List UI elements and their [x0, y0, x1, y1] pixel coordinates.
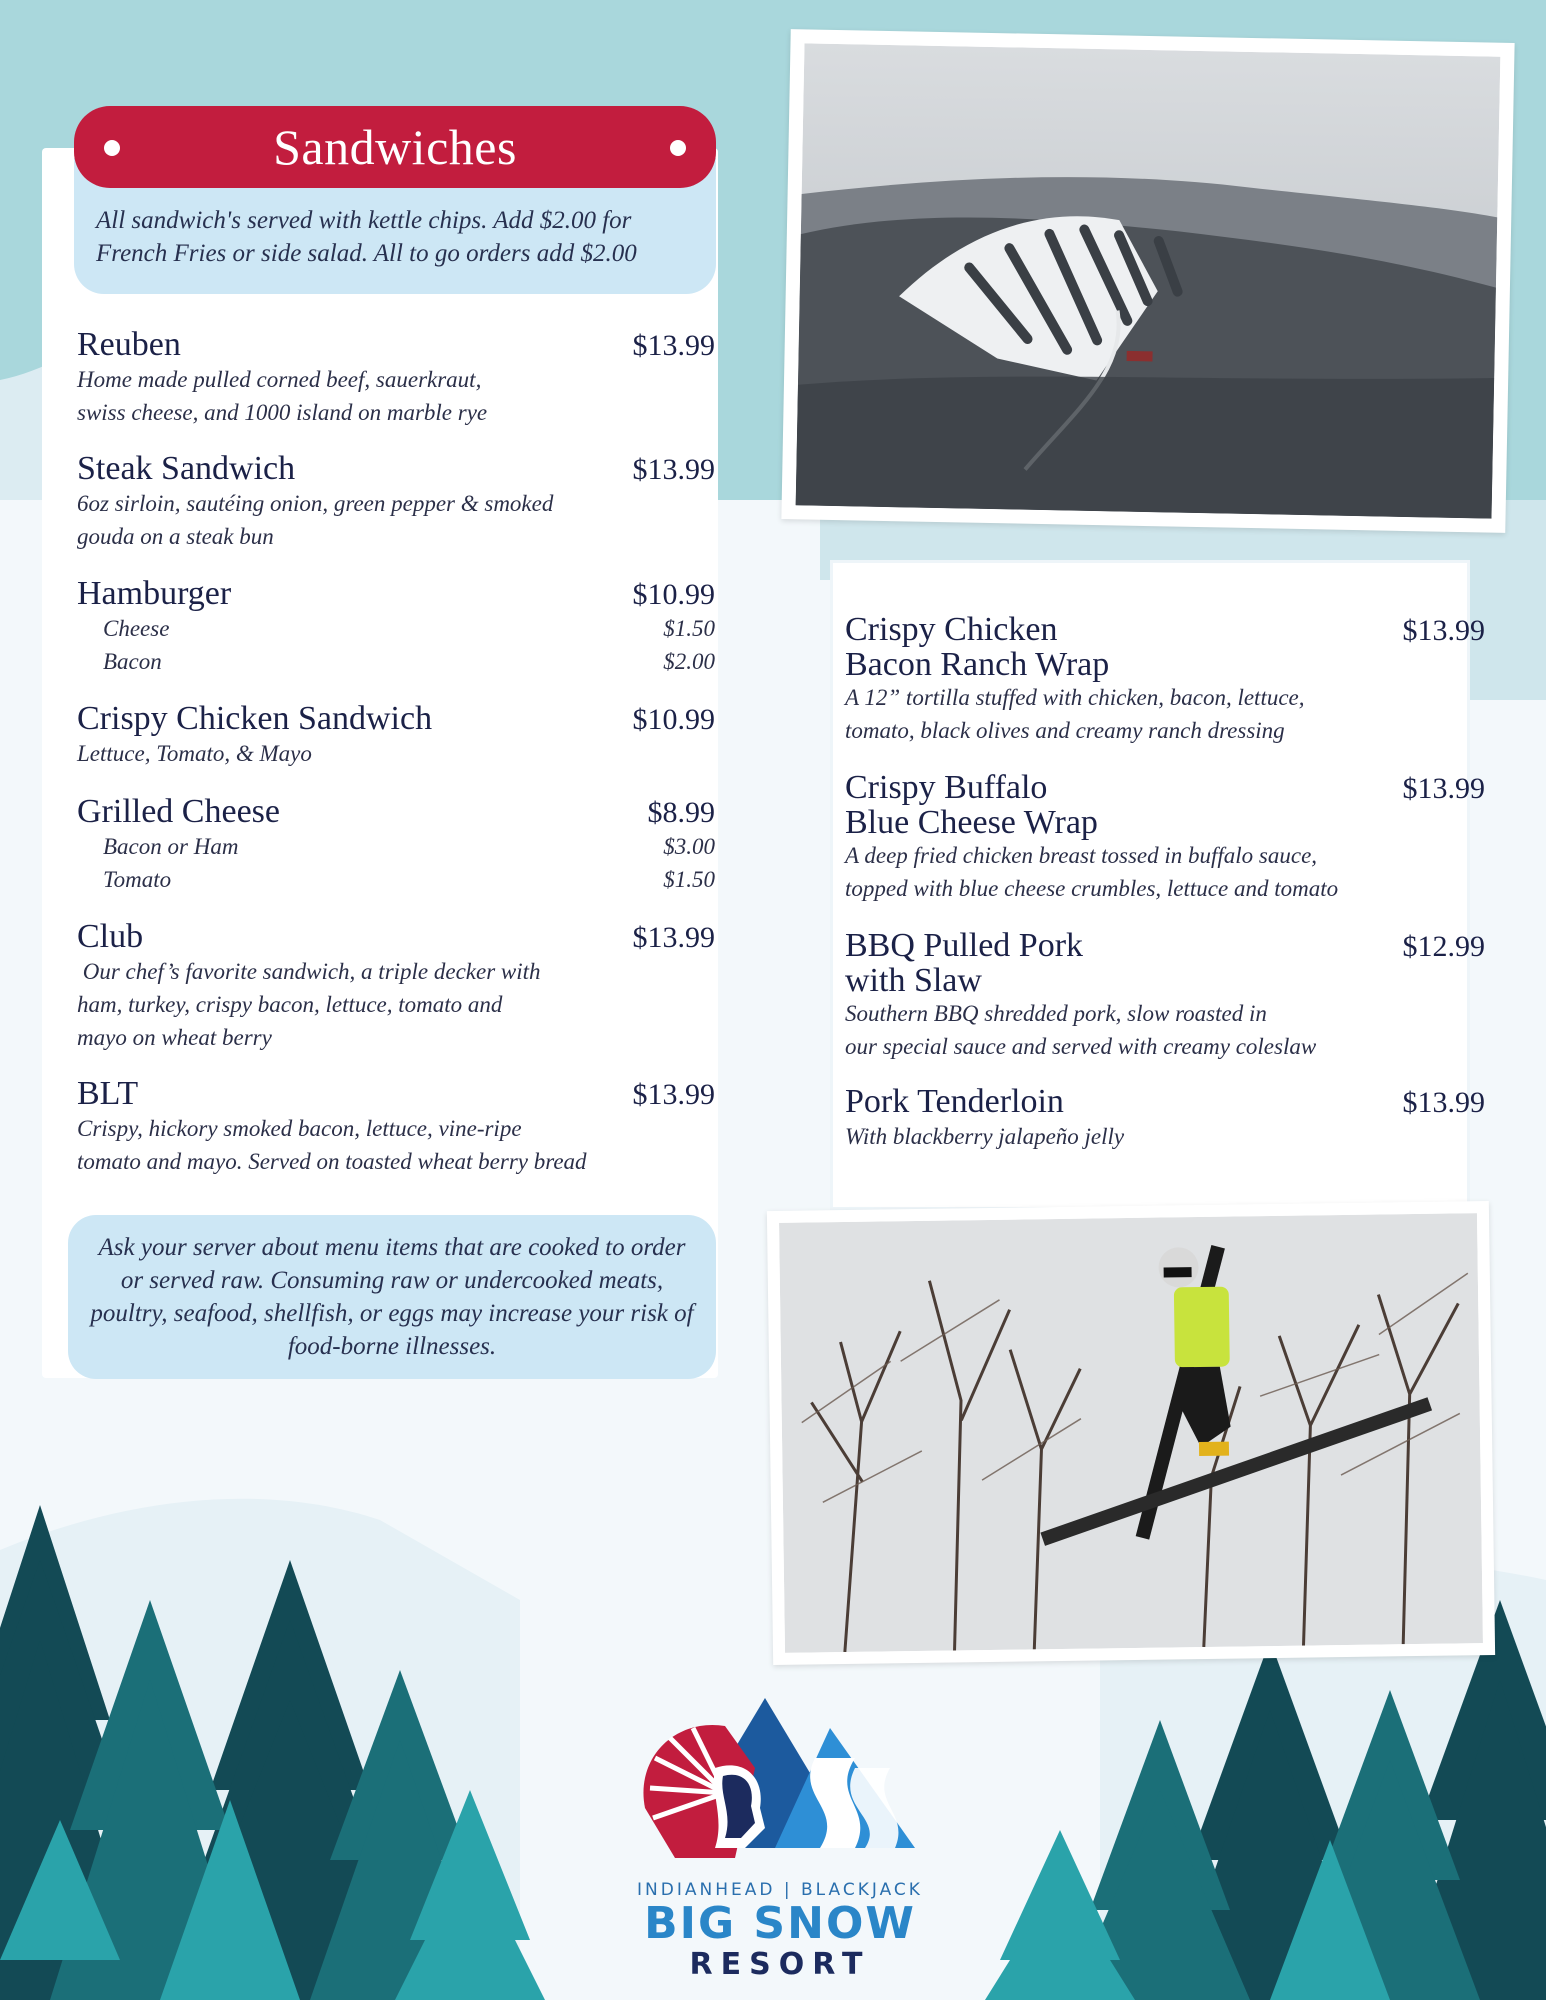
addon-row — [77, 830, 715, 863]
item-price: $13.99 — [632, 329, 715, 362]
menu-item-blt — [77, 1077, 715, 1178]
item-description: swiss cheese, and 1000 island on marble rye — [77, 400, 488, 425]
item-name-line2: with Slaw — [845, 962, 982, 999]
menu-item-bbq-pulled-pork — [845, 929, 1485, 1063]
item-name: Crispy Buffalo — [845, 769, 1048, 806]
addon-price: $2.00 — [663, 649, 715, 674]
section-title: Sandwiches — [273, 119, 517, 175]
item-name: BBQ Pulled Pork — [845, 927, 1084, 964]
item-name: Pork Tenderloin — [845, 1083, 1064, 1120]
item-price: $12.99 — [1402, 930, 1485, 963]
item-name: Club — [77, 918, 144, 955]
food-safety-notice: Ask your server about menu items that are cooked to order or served raw. Consuming raw or undercooked meats, poultry, seafood, shellfish, or eggs may increase your risk of food-borne illnesses. — [68, 1215, 716, 1379]
menu-item-grilled-cheese — [77, 795, 715, 896]
menu-item-crispy-buffalo-blue-cheese-wrap — [845, 771, 1485, 905]
menu-item-club — [77, 920, 715, 1054]
item-description: A deep fried chicken breast tossed in buffalo sauce, — [845, 843, 1318, 868]
item-description: ham, turkey, crispy bacon, lettuce, tomato and — [77, 992, 503, 1017]
item-description: Southern BBQ shredded pork, slow roasted in — [845, 1001, 1267, 1026]
item-price: $13.99 — [1402, 614, 1485, 647]
item-name: Crispy Chicken — [845, 611, 1058, 648]
item-description: With blackberry jalapeño jelly — [845, 1124, 1125, 1149]
header-dot-left — [104, 140, 120, 156]
menu-item-pork-tenderloin — [845, 1085, 1485, 1153]
item-name: Reuben — [77, 326, 181, 363]
item-description: topped with blue cheese crumbles, lettuce and tomato — [845, 876, 1339, 901]
item-description: our special sauce and served with creamy coleslaw — [845, 1034, 1317, 1059]
item-description: Our chef’s favorite sandwich, a triple decker with — [77, 959, 541, 984]
addon-price: $3.00 — [663, 834, 715, 859]
item-description: mayo on wheat berry — [77, 1025, 272, 1050]
header-dot-right — [670, 140, 686, 156]
logo-subtitle: RESORT — [689, 1947, 871, 1982]
item-name: Grilled Cheese — [77, 793, 280, 830]
item-description: A 12” tortilla stuffed with chicken, bacon, lettuce, — [845, 685, 1305, 710]
menu-item-steak-sandwich — [77, 452, 715, 553]
item-price: $8.99 — [647, 796, 715, 829]
item-name: Hamburger — [77, 575, 232, 612]
item-price: $13.99 — [632, 921, 715, 954]
menu-item-crispy-chicken-bacon-ranch-wrap — [845, 613, 1485, 747]
menu-item-reuben — [77, 328, 715, 429]
item-name-line2: Blue Cheese Wrap — [845, 804, 1098, 841]
logo-tagline: INDIANHEAD | BLACKJACK — [637, 1880, 923, 1900]
addon-name: Bacon or Ham — [103, 834, 239, 859]
item-price: $13.99 — [1402, 1086, 1485, 1119]
item-description: 6oz sirloin, sautéing onion, green pepper & smoked — [77, 491, 554, 516]
item-description: tomato, black olives and creamy ranch dressing — [845, 718, 1285, 743]
addon-name: Bacon — [103, 649, 162, 674]
addon-row — [77, 863, 715, 896]
addon-price: $1.50 — [663, 616, 715, 641]
item-description: Crispy, hickory smoked bacon, lettuce, vine-ripe — [77, 1116, 522, 1141]
addon-name: Tomato — [103, 867, 172, 892]
addon-row — [77, 645, 715, 678]
item-price: $13.99 — [1402, 772, 1485, 805]
resort-logo-mark — [615, 1698, 945, 1878]
menu-item-crispy-chicken-sandwich — [77, 702, 715, 770]
item-description: tomato and mayo. Served on toasted wheat berry bread — [77, 1149, 587, 1174]
item-price: $10.99 — [632, 703, 715, 736]
item-price: $13.99 — [632, 453, 715, 486]
item-price: $13.99 — [632, 1078, 715, 1111]
section-header — [74, 106, 716, 188]
item-price: $10.99 — [632, 578, 715, 611]
section-note: All sandwich's served with kettle chips. Add $2.00 for French Fries or side salad. All to go orders add $2.00 — [74, 158, 716, 294]
menu-item-hamburger — [77, 577, 715, 678]
item-name: BLT — [77, 1075, 139, 1112]
skier-jump-photo — [767, 1201, 1495, 1665]
logo-name: BIG SNOW — [644, 1898, 916, 1949]
resort-logo — [615, 1698, 945, 1988]
item-name: Crispy Chicken Sandwich — [77, 700, 433, 737]
addon-name: Cheese — [103, 616, 170, 641]
item-description: gouda on a steak bun — [77, 524, 274, 549]
addon-row — [77, 612, 715, 645]
addon-price: $1.50 — [663, 867, 715, 892]
item-name: Steak Sandwich — [77, 450, 296, 487]
item-description: Home made pulled corned beef, sauerkraut, — [77, 367, 482, 392]
item-description: Lettuce, Tomato, & Mayo — [77, 741, 312, 766]
item-name-line2: Bacon Ranch Wrap — [845, 646, 1110, 683]
ski-hill-aerial-photo — [781, 29, 1514, 533]
